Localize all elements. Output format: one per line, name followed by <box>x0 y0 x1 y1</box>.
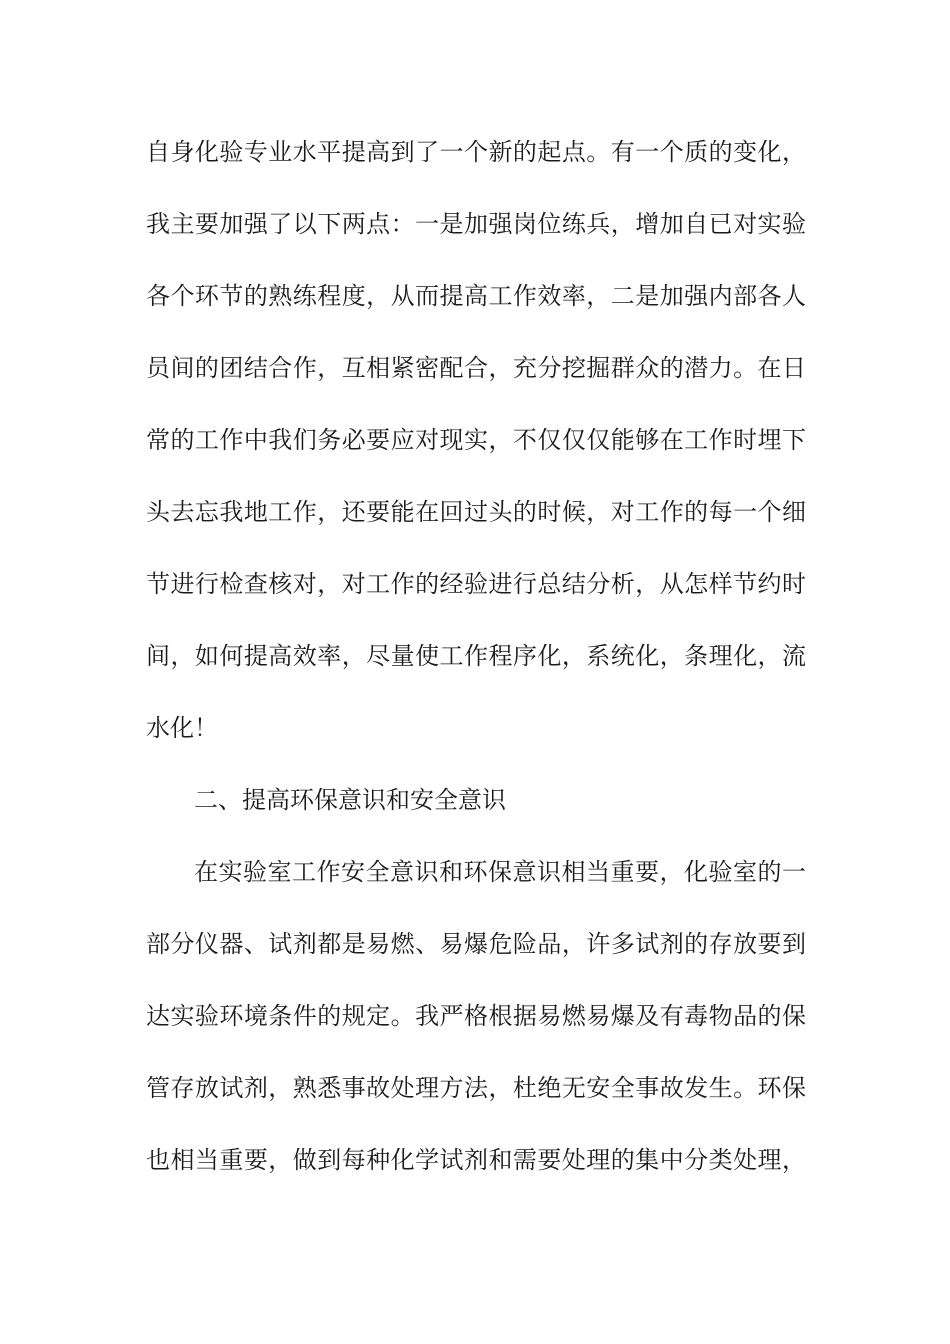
text-line-1: 自身化验专业水平提高到了一个新的起点。有一个质的变化， <box>146 138 806 166</box>
paragraph-line-1: 在实验室工作安全意识和环保意识相当重要，化验室的一 <box>194 858 806 886</box>
text-line-7: 节进行检查核对，对工作的经验进行总结分析，从怎样节约时 <box>146 570 806 598</box>
paragraph-line-2: 部分仪器、试剂都是易燃、易爆危险品，许多试剂的存放要到 <box>146 930 806 958</box>
section-heading: 二、提高环保意识和安全意识 <box>194 786 506 814</box>
paragraph-line-5: 也相当重要，做到每种化学试剂和需要处理的集中分类处理， <box>146 1146 806 1174</box>
paragraph-line-3: 达实验环境条件的规定。我严格根据易燃易爆及有毒物品的保 <box>146 1002 806 1030</box>
text-line-2: 我主要加强了以下两点：一是加强岗位练兵，增加自已对实验 <box>146 210 806 238</box>
text-line-5: 常的工作中我们务必要应对现实，不仅仅仅能够在工作时埋下 <box>146 426 806 454</box>
text-line-9: 水化！ <box>146 714 218 742</box>
paragraph-line-4: 管存放试剂，熟悉事故处理方法，杜绝无安全事故发生。环保 <box>146 1074 806 1102</box>
text-line-6: 头去忘我地工作，还要能在回过头的时候，对工作的每一个细 <box>146 498 806 526</box>
text-line-3: 各个环节的熟练程度，从而提高工作效率，二是加强内部各人 <box>146 282 806 310</box>
text-line-8: 间，如何提高效率，尽量使工作程序化，系统化，条理化，流 <box>146 642 806 670</box>
text-line-4: 员间的团结合作，互相紧密配合，充分挖掘群众的潜力。在日 <box>146 354 806 382</box>
